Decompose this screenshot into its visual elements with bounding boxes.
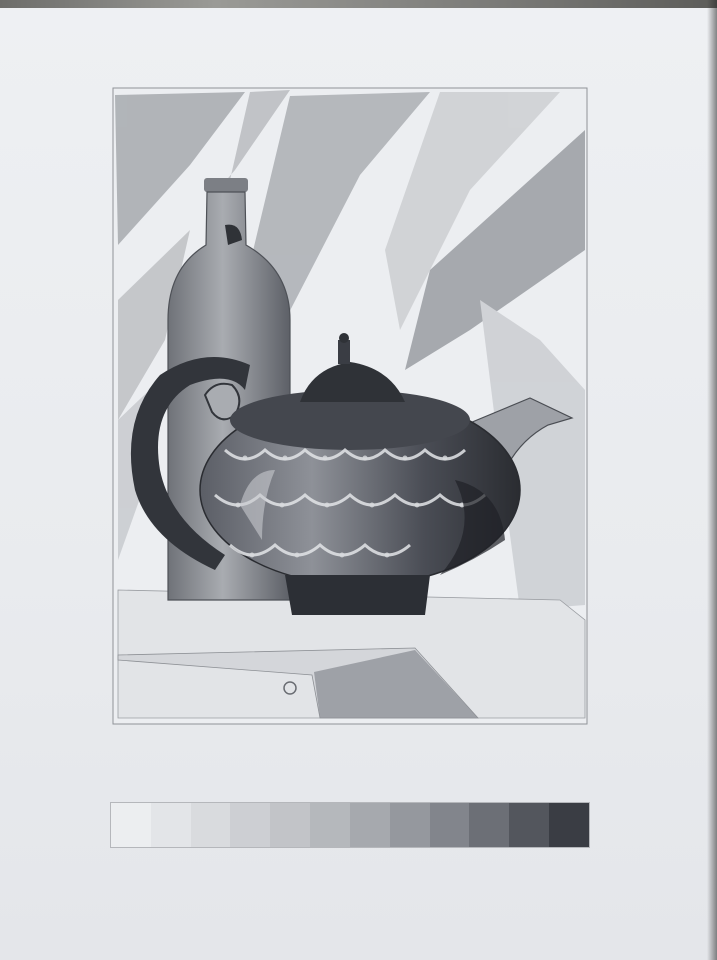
value-swatch-7 xyxy=(350,803,390,847)
value-swatch-11 xyxy=(509,803,549,847)
value-swatch-1 xyxy=(111,803,151,847)
value-swatch-8 xyxy=(390,803,430,847)
value-swatch-10 xyxy=(469,803,509,847)
value-swatch-3 xyxy=(191,803,231,847)
value-swatch-2 xyxy=(151,803,191,847)
value-swatch-9 xyxy=(430,803,470,847)
value-swatch-5 xyxy=(270,803,310,847)
value-swatch-12 xyxy=(549,803,589,847)
value-swatch-6 xyxy=(310,803,350,847)
value-swatch-4 xyxy=(230,803,270,847)
value-scale xyxy=(110,802,590,848)
